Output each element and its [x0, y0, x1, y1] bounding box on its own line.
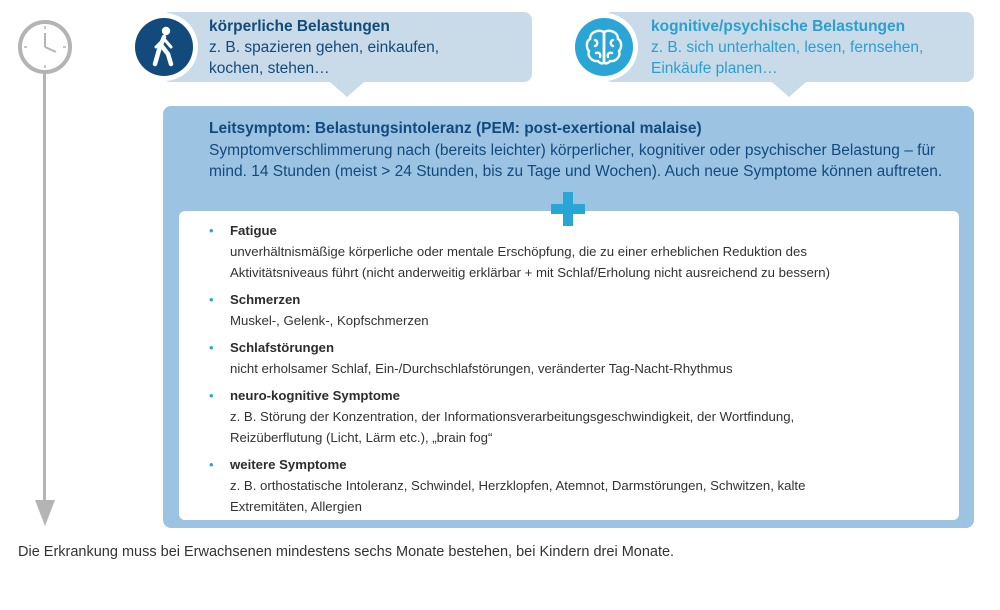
walking-person-icon: [130, 13, 198, 81]
symptom-name: weitere Symptome: [230, 457, 347, 472]
brain-icon: [570, 13, 638, 81]
duration-footnote: Die Erkrankung muss bei Erwachsenen mindestens sechs Monate bestehen, bei Kindern drei Monate.: [18, 544, 675, 560]
symptom-description: Extremitäten, Allergien: [230, 499, 362, 514]
bullet-icon: •: [209, 457, 214, 472]
cognitive-strain-title: kognitive/psychische Belastungen: [651, 18, 906, 35]
list-item: [209, 220, 945, 283]
bubble-pointer: [772, 82, 806, 97]
symptom-description: Aktivitätsniveaus führt (nicht anderweitig erklärbar + mit Schlaf/Erholung nicht ausreichend zu bessern): [230, 265, 830, 280]
leitsymptom-description: Symptomverschlimmerung nach (bereits leichter) körperlicher, kognitiver oder psychischer Belastung – für mind. 14 Stunden (meist > 24 Stunden, bis zu Tage und Wochen). Auch neue Symptome können auftreten.: [209, 141, 943, 180]
list-item: [209, 289, 945, 331]
bullet-icon: •: [209, 340, 214, 355]
leitsymptom-title: Leitsymptom: Belastungsintoleranz (PEM: post-exertional malaise): [209, 120, 702, 137]
list-item: [209, 454, 945, 517]
cognitive-strain-text: [651, 16, 923, 79]
timeline-line: [43, 74, 46, 504]
physical-strain-text: [209, 16, 439, 79]
symptom-description: nicht erholsamer Schlaf, Ein-/Durchschlafstörungen, veränderter Tag-Nacht-Rhythmus: [230, 361, 733, 376]
bullet-icon: •: [209, 388, 214, 403]
symptom-description: z. B. Störung der Konzentration, der Informationsverarbeitungsgeschwindigkeit, der Wortfindung,: [230, 409, 795, 424]
symptom-description: Reizüberflutung (Licht, Lärm etc.), „brain fog“: [230, 430, 493, 445]
leitsymptom-text: [209, 118, 964, 183]
physical-strain-title: körperliche Belastungen: [209, 18, 390, 35]
symptom-name: Schmerzen: [230, 292, 301, 307]
bullet-icon: •: [209, 223, 214, 238]
list-item: [209, 385, 945, 448]
symptom-name: Schlafstörungen: [230, 340, 335, 355]
physical-strain-examples-1: z. B. spazieren gehen, einkaufen,: [209, 39, 440, 56]
physical-strain-examples-2: kochen, stehen…: [209, 60, 330, 77]
symptom-list: [209, 220, 945, 523]
symptom-description: z. B. orthostatische Intoleranz, Schwindel, Herzklopfen, Atemnot, Darmstörungen, Schwitzen, kalte: [230, 478, 806, 493]
symptom-name: neuro-kognitive Symptome: [230, 388, 400, 403]
cognitive-strain-examples-2: Einkäufe planen…: [651, 60, 778, 77]
symptom-name: Fatigue: [230, 223, 277, 238]
timeline-arrow-icon: [35, 500, 55, 526]
list-item: [209, 337, 945, 379]
symptom-description: Muskel-, Gelenk-, Kopfschmerzen: [230, 313, 429, 328]
bubble-pointer: [330, 82, 364, 97]
cognitive-strain-examples-1: z. B. sich unterhalten, lesen, fernsehen,: [651, 39, 924, 56]
symptom-description: unverhältnismäßige körperliche oder mentale Erschöpfung, die zu einer erheblichen Reduktion des: [230, 244, 807, 259]
bullet-icon: •: [209, 292, 214, 307]
clock-icon: [16, 18, 74, 76]
